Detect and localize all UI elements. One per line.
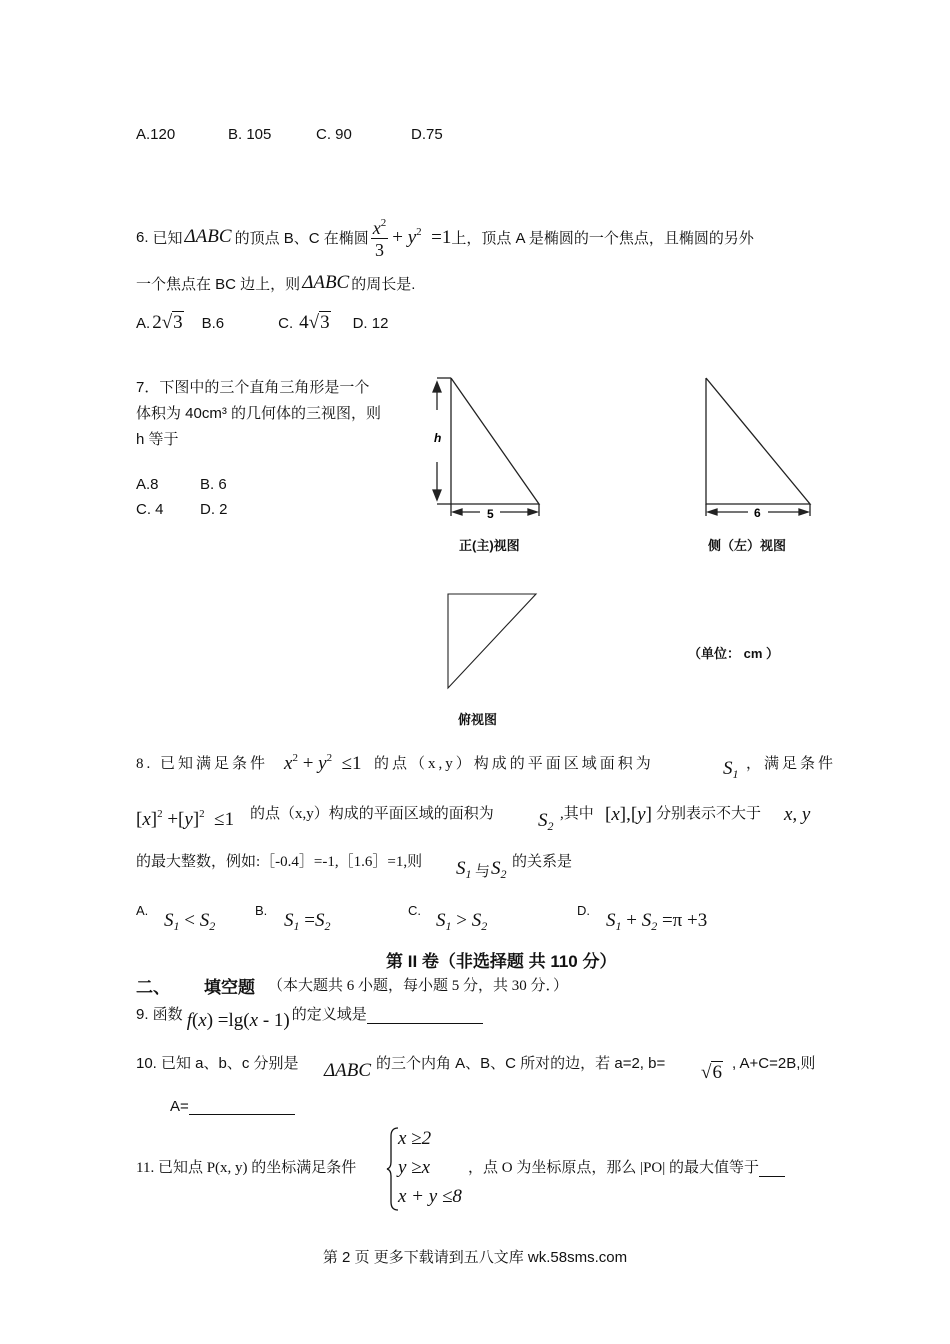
dim-5-label: 5 [487,507,494,521]
q5-option-d: D.75 [411,126,443,143]
q10-answer-line: A= [170,1098,295,1115]
side-view [706,378,810,516]
dim-6-label: 6 [754,506,761,520]
q7-line1: 7．下图中的三个直角三角形是一个 [136,379,370,396]
q11-part-b-line: ，点 O 为坐标原点，那么 |PO| 的最大值等于 [468,1156,785,1177]
q6-option-c-value: 4√3 [299,312,330,333]
q11-answer-blank [759,1160,785,1177]
ellipse-equation: $\frac{x^2}{3}$ [371,213,389,261]
part2-heading: 填空题 [204,978,255,997]
unit-label: （单位： cm ） [688,646,780,661]
q9-answer-blank [367,1007,483,1024]
q11-cond-1: x ≥2 [398,1128,432,1149]
q10-sqrt6: √6 [701,1062,722,1083]
q7-line2: 体积为 40cm³ 的几何体的三视图，则 [136,405,382,422]
page-footer: 第 2 页 更多下载请到五八文库 wk.58sms.com [322,1249,628,1266]
q8-option-c-label: C. [408,903,421,918]
triangle-abc-math: ΔABC [184,226,232,247]
q11-cond-2: y ≥x [398,1157,431,1178]
q10-part-b: 的三个内角 A、B、C 所对的边，若 a=2, b= [376,1055,666,1072]
q8-line3: 的最大整数，例如:［-0.4］=-1,［1.6］=1,则 $S_1$ 与 $S_2$ 的关系是 [136,854,573,881]
q10-part-a: 10. 已知 a、b、c 分别是 [136,1055,299,1072]
q8-line2: $[x]^2 +[y]^2 \le 1$ 的点（x,y）构成的平面区域的面积为 $S_2$ ,其中 [x],[y] 分别表示不大于 x, y [136,804,811,833]
q8-option-d-label: D. [577,903,590,918]
q7-option-a: A.8 [136,476,159,493]
q9: 9. 函数 f(x) =lg(x - 1) 的定义域是 [136,1002,483,1024]
q11-part-a: 11. 已知点 P(x, y) 的坐标满足条件 [136,1160,357,1176]
q5-option-a: A.120 [136,126,176,143]
side-view-label: 侧（左）视图 [708,538,787,553]
q6-line2: 一个焦点在 BC 边上，则 ΔABC 的周长是. [136,272,416,293]
q8-option-b-label: B. [255,903,268,918]
top-view [448,594,536,688]
q8-option-a-label: A. [136,903,149,918]
q6-options: A. 2√3 B.6 C. 4√3 D. 12 [136,312,389,333]
q8-option-d: $S_1 + S_2 =\pi +3$ [606,910,708,933]
part2-heading-note: （本大题共 6 小题，每小题 5 分，共 30 分．） [268,978,569,994]
q6-option-a-value: 2√3 [152,312,183,333]
q7-line3: h 等于 [136,431,179,448]
front-view-label: 正(主)视图 [459,538,520,553]
q10-answer-blank [189,1098,295,1115]
q11-cond-3: x + y ≤8 [398,1186,462,1207]
q7-option-b: B. 6 [200,476,227,493]
q8-option-c: $S_1 > S_2$ [436,910,488,933]
part2-title: 第 II 卷（非选择题 共 110 分） [386,952,617,971]
q7-option-d: D. 2 [200,501,228,518]
q10-triangle: ΔABC [324,1060,372,1081]
top-view-label: 俯视图 [458,712,498,727]
q8-option-a: $S_1 < S_2$ [164,910,216,933]
q10-part-c: , A+C=2B,则 [732,1055,816,1072]
q8-line1: 8. 已知满足条件 $x^2 + y^2 \le 1$ 的点（x,y）构成的平面区域面积为 $S_1$ ，满足条件 [136,752,837,781]
q5-option-b: B. 105 [228,126,272,143]
part2-heading-num: 二、 [136,978,170,997]
q7-option-c: C. 4 [136,501,164,518]
h-label: h [434,431,442,445]
q6-line1: 6. 已知 ΔABC 的顶点 B、C 在椭圆 $\frac{x^2}{3}$ + $y^2 =1$ 上，顶点 A 是椭圆的一个焦点，且椭圆的另外 [136,212,754,262]
q5-option-c: C. 90 [316,126,352,143]
front-view [433,378,539,516]
q8-option-b: $S_1 =S_2$ [284,910,331,933]
